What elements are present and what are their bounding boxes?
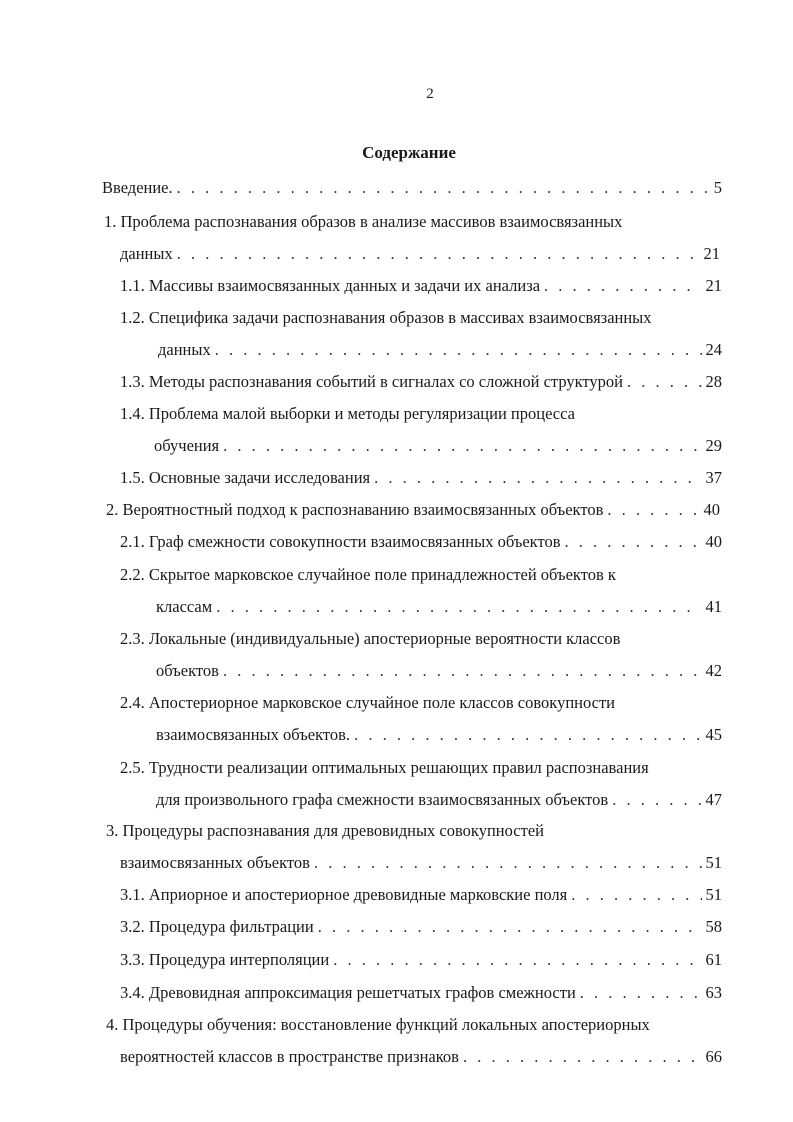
toc-leader bbox=[374, 466, 701, 490]
toc-entry-chapter-4 bbox=[106, 1013, 730, 1037]
toc-leader bbox=[318, 915, 702, 939]
toc-entry-2-5-cont bbox=[156, 788, 722, 812]
toc-entry-text: объектов bbox=[156, 661, 219, 680]
toc-entry-page: 40 bbox=[705, 532, 722, 551]
toc-entry-text: 4. Процедуры обучения: восстановление функций локальных апостериорных bbox=[106, 1015, 650, 1034]
toc-entry-3-4 bbox=[120, 981, 722, 1005]
toc-entry-text: 2.4. Апостериорное марковское случайное поле классов совокупности bbox=[120, 693, 616, 712]
page-number: 2 bbox=[426, 86, 434, 102]
toc-leader bbox=[607, 498, 699, 522]
toc-entry-chapter-3-cont bbox=[120, 851, 722, 875]
toc-entry-text: 2.5. Трудности реализации оптимальных решающих правил распознавания bbox=[120, 758, 649, 777]
toc-entry-3-3 bbox=[120, 948, 722, 972]
toc-entry-text: 2.3. Локальные (индивидуальные) апостериорные вероятности классов bbox=[120, 629, 621, 648]
toc-entry-text: 3.4. Древовидная аппроксимация решетчатых графов смежности bbox=[120, 983, 576, 1002]
toc-entry-text: 3.2. Процедура фильтрации bbox=[120, 917, 314, 936]
toc-leader bbox=[177, 242, 700, 266]
toc-entry-chapter-2 bbox=[106, 498, 720, 522]
toc-entry-page: 42 bbox=[705, 661, 722, 680]
toc-entry-1-1 bbox=[120, 274, 722, 298]
toc-entry-text: данных bbox=[120, 244, 173, 263]
toc-entry-text: 3.1. Априорное и апостериорное древовидные марковские поля bbox=[120, 885, 568, 904]
toc-entry-1-4-cont bbox=[154, 434, 722, 458]
toc-entry-text: обучения bbox=[154, 436, 220, 455]
toc-entry-text: данных bbox=[158, 340, 211, 359]
toc-entry-1-4 bbox=[120, 402, 730, 426]
toc-entry-2-3 bbox=[120, 627, 730, 651]
toc-leader bbox=[565, 530, 702, 554]
toc-entry-text: 3.3. Процедура интерполяции bbox=[120, 950, 330, 969]
toc-entry-chapter-4-cont bbox=[120, 1045, 722, 1069]
toc-entry-page: 28 bbox=[705, 372, 722, 391]
toc-entry-page: 40 bbox=[703, 500, 720, 519]
toc-leader bbox=[544, 274, 701, 298]
toc-entry-page: 41 bbox=[705, 597, 722, 616]
toc-leader bbox=[571, 883, 701, 907]
toc-entry-text: взаимосвязанных объектов. bbox=[156, 725, 351, 744]
toc-entry-2-2 bbox=[120, 563, 730, 587]
toc-entry-page: 45 bbox=[705, 725, 722, 744]
toc-entry-text: 1.2. Специфика задачи распознавания образов в массивах взаимосвязанных bbox=[120, 308, 652, 327]
toc-entry-text: классам bbox=[156, 597, 213, 616]
toc-entry-text: 3. Процедуры распознавания для древовидных совокупностей bbox=[106, 821, 544, 840]
toc-leader bbox=[216, 595, 701, 619]
toc-entry-3-2 bbox=[120, 915, 722, 939]
toc-entry-chapter-3 bbox=[106, 819, 726, 843]
toc-entry-intro bbox=[102, 176, 722, 200]
toc-entry-chapter-1 bbox=[104, 210, 724, 234]
toc-entry-text: 1. Проблема распознавания образов в анализе массивов взаимосвязанных bbox=[104, 212, 623, 231]
toc-entry-chapter-1-cont bbox=[120, 242, 720, 266]
toc-entry-text: 1.1. Массивы взаимосвязанных данных и задачи их анализа bbox=[120, 276, 541, 295]
toc-entry-page: 5 bbox=[713, 178, 722, 197]
toc-entry-page: 29 bbox=[705, 436, 722, 455]
toc-entry-page: 37 bbox=[705, 468, 722, 487]
toc-entry-2-2-cont bbox=[156, 595, 722, 619]
toc-leader bbox=[612, 788, 701, 812]
toc-entry-page: 51 bbox=[705, 885, 722, 904]
toc-entry-text: 1.3. Методы распознавания событий в сигналах со сложной структурой bbox=[120, 372, 623, 391]
toc-leader bbox=[223, 659, 702, 683]
toc-leader bbox=[463, 1045, 702, 1069]
toc-entry-text: 1.5. Основные задачи исследования bbox=[120, 468, 371, 487]
toc-entry-text: Введение. bbox=[102, 178, 173, 197]
toc-leader bbox=[314, 851, 702, 875]
toc-entry-page: 61 bbox=[705, 950, 722, 969]
toc-entry-text: для произвольного графа смежности взаимосвязанных объектов bbox=[156, 790, 609, 809]
toc-entry-page: 47 bbox=[705, 790, 722, 809]
toc-entry-page: 66 bbox=[705, 1047, 722, 1066]
toc-entry-text: 1.4. Проблема малой выборки и методы регуляризации процесса bbox=[120, 404, 575, 423]
toc-entry-text: 2.1. Граф смежности совокупности взаимосвязанных объектов bbox=[120, 532, 561, 551]
toc-leader bbox=[333, 948, 701, 972]
toc-entry-page: 24 bbox=[705, 340, 722, 359]
toc-leader bbox=[223, 434, 701, 458]
toc-entry-1-5 bbox=[120, 466, 722, 490]
toc-entry-2-4-cont bbox=[156, 723, 722, 747]
toc-entry-page: 21 bbox=[703, 244, 720, 263]
toc-entry-page: 51 bbox=[705, 853, 722, 872]
toc-entry-text: 2.2. Скрытое марковское случайное поле принадлежностей объектов к bbox=[120, 565, 616, 584]
toc-entry-2-1 bbox=[120, 530, 722, 554]
toc-leader bbox=[215, 338, 702, 362]
toc-entry-2-5 bbox=[120, 756, 730, 780]
toc-leader bbox=[354, 723, 701, 747]
toc-title: Содержание bbox=[362, 143, 456, 162]
toc-entry-1-2-cont bbox=[158, 338, 722, 362]
toc-entry-1-3 bbox=[120, 370, 722, 394]
toc-entry-2-3-cont bbox=[156, 659, 722, 683]
toc-leader bbox=[580, 981, 702, 1005]
toc-leader bbox=[177, 176, 710, 200]
toc-entry-2-4 bbox=[120, 691, 730, 715]
toc-entry-text: вероятностей классов в пространстве признаков bbox=[120, 1047, 459, 1066]
toc-entry-page: 63 bbox=[705, 983, 722, 1002]
toc-entry-1-2 bbox=[120, 306, 730, 330]
toc-leader bbox=[627, 370, 702, 394]
toc-entry-3-1 bbox=[120, 883, 722, 907]
toc-entry-text: 2. Вероятностный подход к распознаванию взаимосвязанных объектов bbox=[106, 500, 604, 519]
toc-entry-page: 58 bbox=[705, 917, 722, 936]
toc-entry-text: взаимосвязанных объектов bbox=[120, 853, 310, 872]
toc-entry-page: 21 bbox=[705, 276, 722, 295]
